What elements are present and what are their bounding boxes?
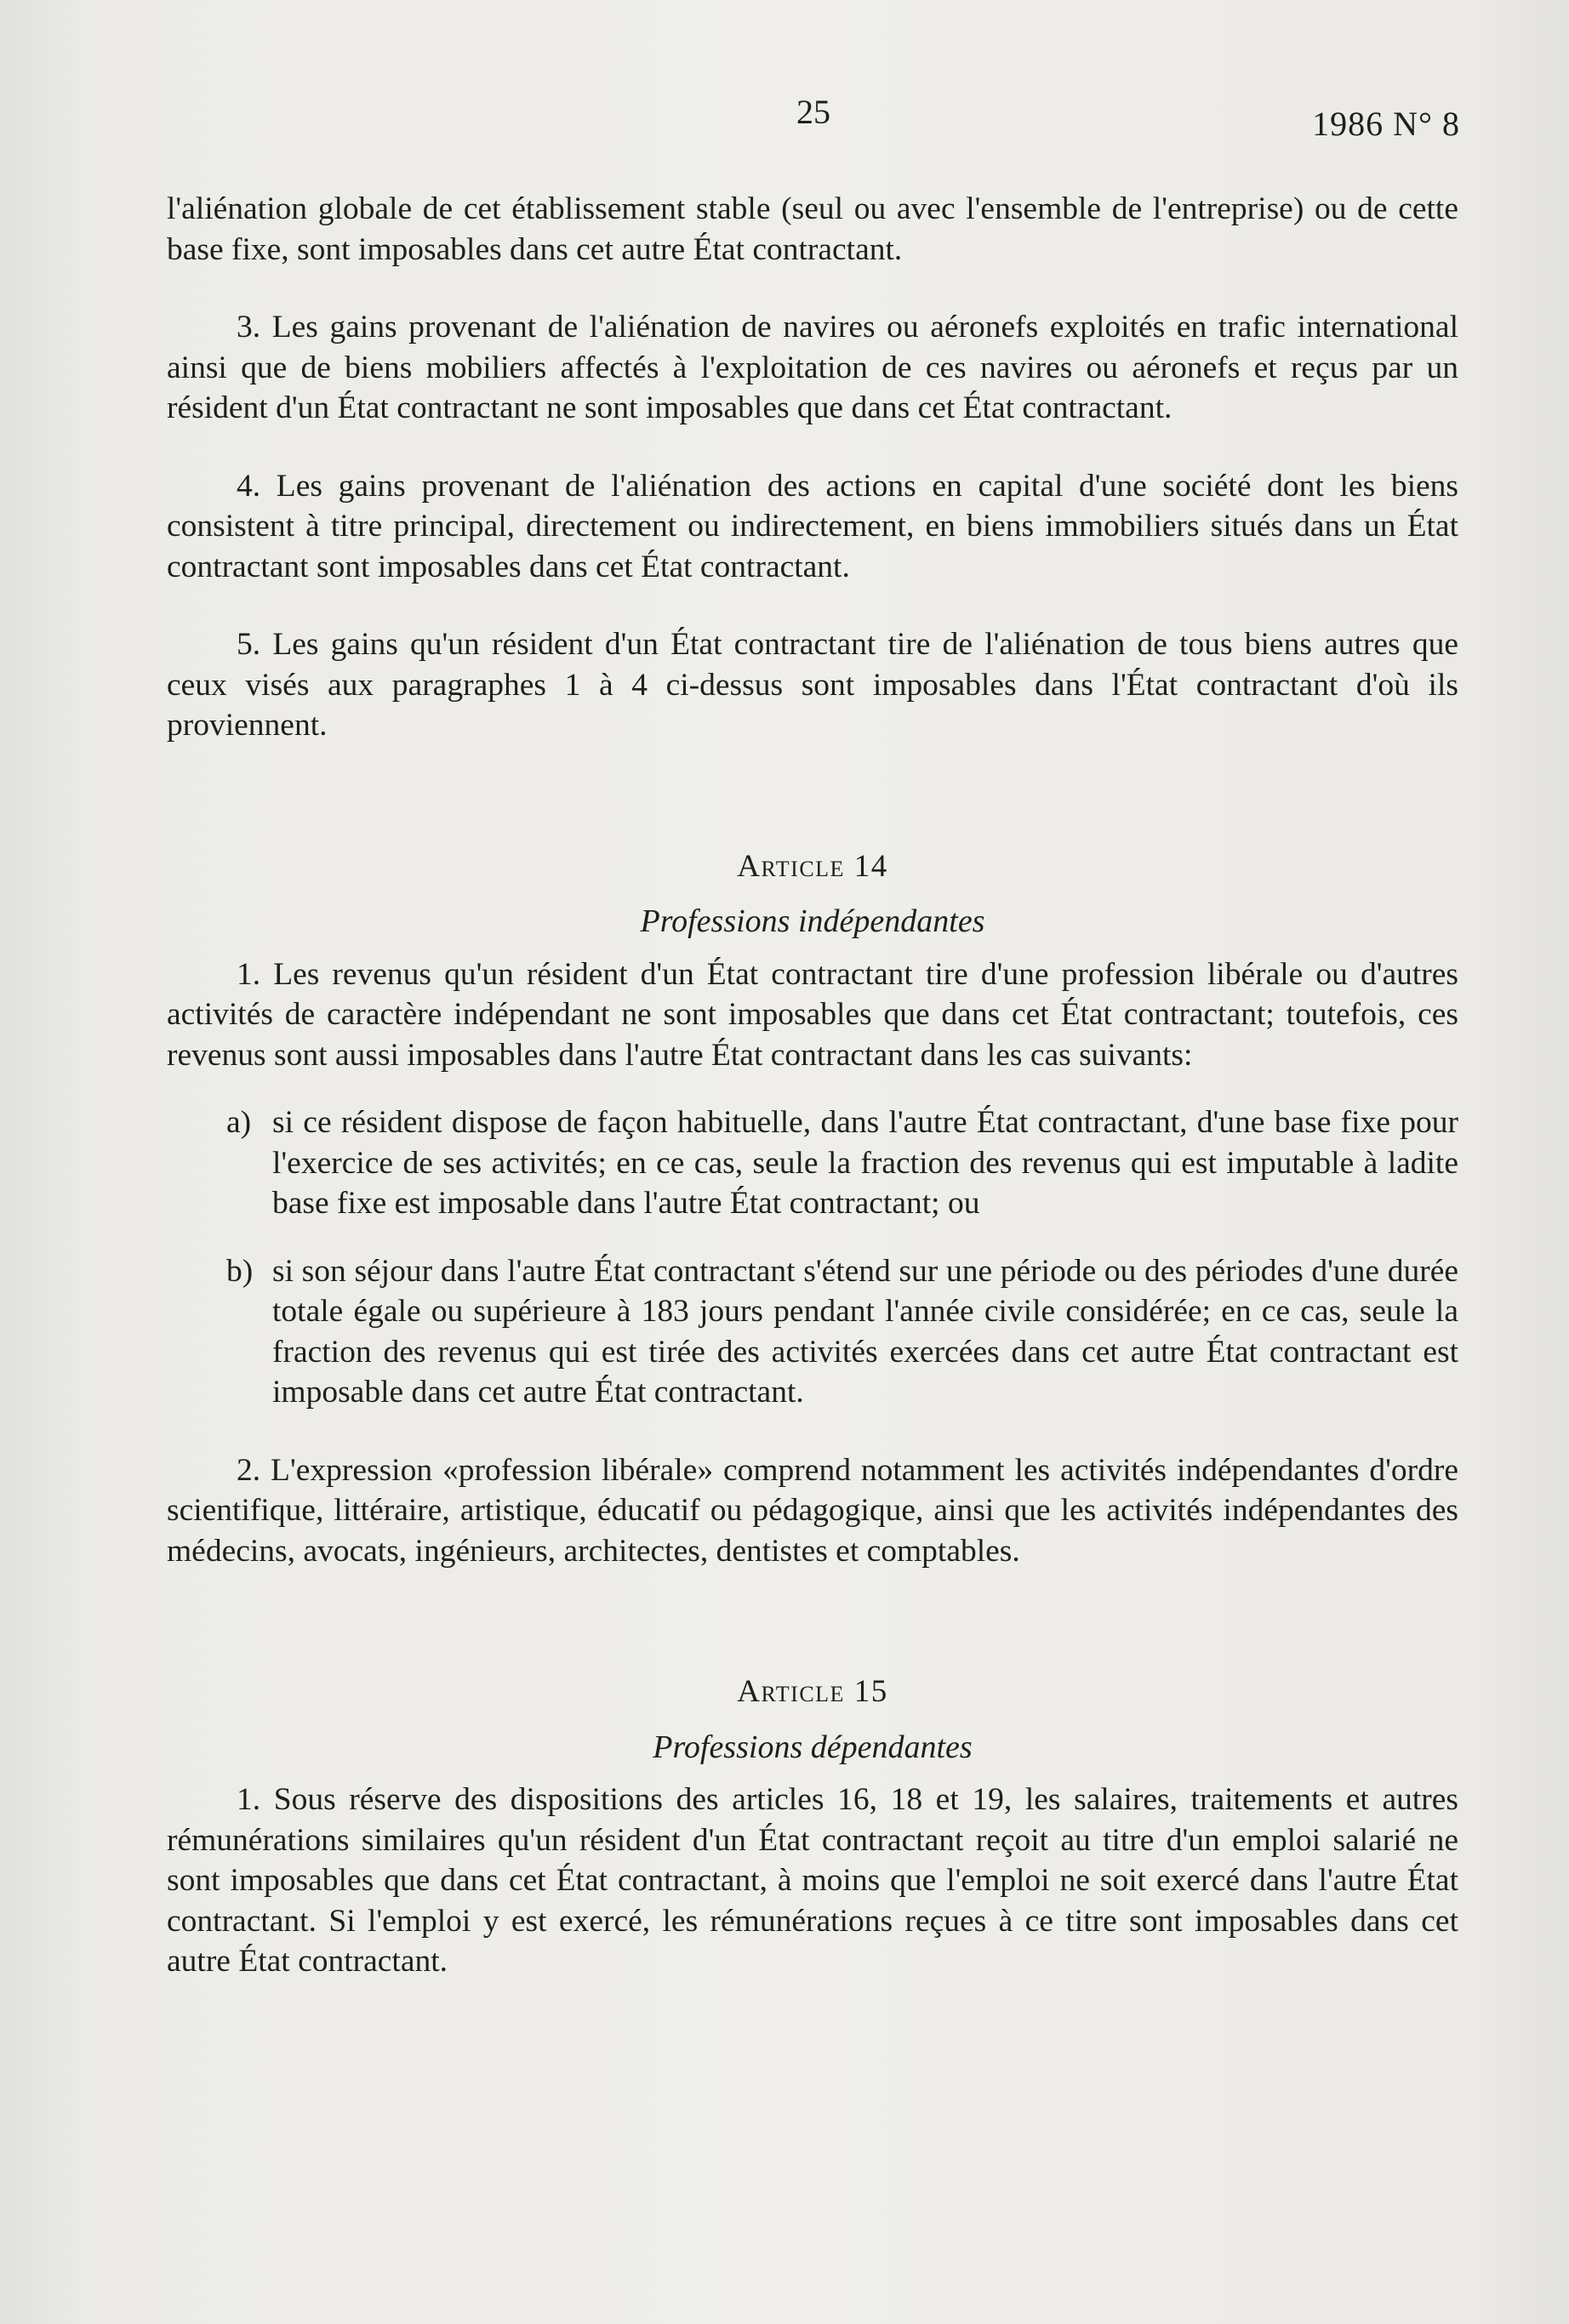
list-item-label: b) bbox=[226, 1253, 254, 1289]
list-item-text: si son séjour dans l'autre État contractant s'étend sur une période ou des périodes d'une durée totale égale ou supérieure à 183 jours pendant l'année civile considérée; en ce cas, seule la fraction des revenus qui est tirée des activités exercées dans cet autre État contractant est imposable dans cet autre État contractant. bbox=[272, 1253, 1458, 1410]
list-item-text: si ce résident dispose de façon habituelle, dans l'autre État contractant, d'une base fixe pour l'exercice de ses activités; en ce cas, seule la fraction des revenus qui est imputable à ladite base fixe est imposable dans l'autre État contractant; ou bbox=[272, 1105, 1458, 1221]
article-15-subtitle: Professions dépendantes bbox=[653, 1729, 973, 1765]
paragraph-13-4: 4. Les gains provenant de l'aliénation des actions en capital d'une société dont les biens consistent à titre principal, directement ou indirectement, en biens immobiliers situés dans un État contractant sont imposables dans cet État contractant. bbox=[167, 468, 1458, 584]
article-14-title: Article 14 bbox=[737, 848, 888, 884]
paragraph-continuation: l'aliénation globale de cet établissement stable (seul ou avec l'ensemble de l'entreprise) ou de cette base fixe, sont imposables dans cet autre État contractant. bbox=[167, 191, 1458, 267]
page-header bbox=[0, 92, 1569, 143]
article-15-title: Article 15 bbox=[737, 1674, 888, 1709]
article-14-subtitle: Professions indépendantes bbox=[640, 903, 985, 939]
page-number: 25 bbox=[796, 93, 830, 131]
document-reference: 1986 N° 8 bbox=[1312, 105, 1460, 143]
document-body bbox=[167, 189, 1458, 1982]
list-item-label: a) bbox=[226, 1105, 252, 1140]
paragraph-15-1: 1. Sous réserve des dispositions des articles 16, 18 et 19, les salaires, traitements et autres rémunérations similaires qu'un résident d'un État contractant reçoit au titre d'un emploi salarié ne sont imposables que dans cet État contractant, à moins que l'emploi ne soit exercé dans l'autre État contractant. Si l'emploi y est exercé, les rémunérations reçues à ce titre sont imposables dans cet autre État contractant. bbox=[167, 1782, 1458, 1979]
paragraph-14-1: 1. Les revenus qu'un résident d'un État contractant tire d'une profession libérale ou d'autres activités de caractère indépendant ne sont imposables que dans cet État contractant; toutefois, ces revenus sont aussi imposables dans l'autre État contractant dans les cas suivants: bbox=[167, 956, 1458, 1073]
paragraph-14-2: 2. L'expression «profession libérale» comprend notamment les activités indépendantes d'ordre scientifique, littéraire, artistique, éducatif ou pédagogique, ainsi que les activités indépendantes des médecins, avocats, ingénieurs, architectes, dentistes et comptables. bbox=[167, 1452, 1458, 1569]
list-item bbox=[226, 1251, 1458, 1413]
paragraph-13-3: 3. Les gains provenant de l'aliénation de navires ou aéronefs exploités en trafic international ainsi que de biens mobiliers affectés à l'exploitation de ces navires ou aéronefs et reçus par un résident d'un État contractant ne sont imposables que dans cet État contractant. bbox=[167, 310, 1458, 425]
paragraph-13-5: 5. Les gains qu'un résident d'un État contractant tire de l'aliénation de tous biens autres que ceux visés aux paragraphes 1 à 4 ci-dessus sont imposables dans l'État contractant d'où ils proviennent. bbox=[167, 627, 1458, 743]
list-item bbox=[226, 1102, 1458, 1224]
